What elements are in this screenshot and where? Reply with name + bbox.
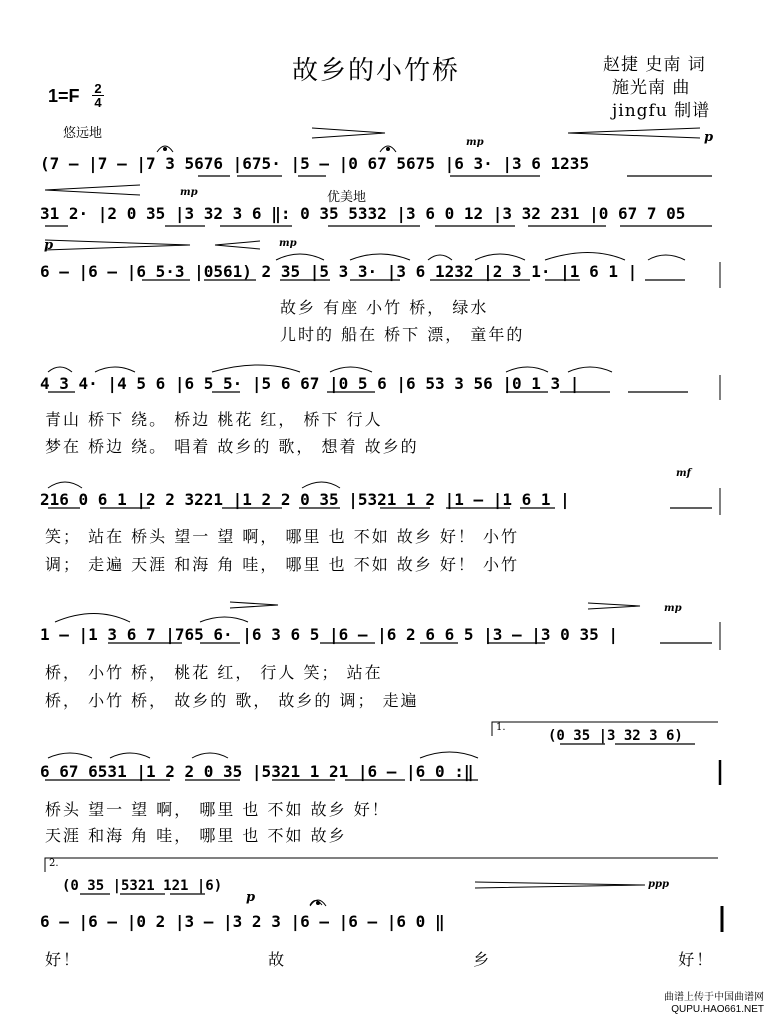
page-title: 故乡的小竹桥 <box>292 56 461 86</box>
lyric-line: 桥头 望一 望 啊， 哪里 也 不如 故乡 好！ <box>45 800 390 819</box>
volta-label: 2. <box>49 858 59 869</box>
hairpin <box>475 882 645 888</box>
volta-bracket-2 <box>45 858 718 872</box>
music-row: 31 2· |2 0 35 |3 32 3 6 ‖: 0 35 5332 |3 6 0 12 |3 32 231 |0 67 7 05 <box>40 204 686 223</box>
credit-composer: 施光南 曲 <box>612 78 691 98</box>
volta-music-row: (0 35 |3 32 3 6) <box>548 728 683 744</box>
dynamic-mark: mp <box>279 238 297 249</box>
volta-label: 1. <box>496 722 506 733</box>
dynamic-mark: ppp <box>648 879 669 890</box>
dynamic-mark: mf <box>676 468 691 479</box>
footer-line: 曲谱上传于中国曲谱网 <box>664 992 764 1003</box>
dynamic-mark: mp <box>180 187 198 198</box>
lyric-line: 调； 走遍 天涯 和海 角 哇， 哪里 也 不如 故乡 好！ 小竹 <box>45 555 519 574</box>
credit-transcriber: jingfu 制谱 <box>612 101 711 121</box>
music-row: 6 67 6531 |1 2 2 0 35 |5321 1 21 |6 – |6 0 :‖ <box>40 762 474 781</box>
time-denominator: 4 <box>92 95 104 109</box>
music-row: 1 – |1 3 6 7 |765 6· |6 3 6 5 |6 – |6 2 6 6 5 |3 – |3 0 35 | <box>40 625 618 644</box>
dynamic-mark: p <box>246 890 256 905</box>
hairpin <box>588 603 640 609</box>
time-signature <box>92 82 104 109</box>
key-signature: 1=F <box>48 86 80 106</box>
hairpin <box>312 128 385 138</box>
lyric-line: 笑； 站在 桥头 望一 望 啊， 哪里 也 不如 故乡 好！ 小竹 <box>45 527 519 546</box>
tempo-mark: 悠远地 <box>63 126 103 141</box>
music-row: 6 – |6 – |0 2 |3 – |3 2 3 |6 – |6 – |6 0 ‖ <box>40 912 445 931</box>
hairpin <box>45 185 140 195</box>
music-row: 4 3 4· |4 5 6 |6 5 5· |5 6 67 |0 5 6 |6 53 3 56 |0 1 3 | <box>40 374 580 393</box>
footer <box>664 992 764 1016</box>
lyric-line: 好！ 故 乡 好！ <box>45 950 715 969</box>
hairpin <box>568 128 700 138</box>
hairpin <box>215 241 260 249</box>
lyric-line: 青山 桥下 绕。 桥边 桃花 红， 桥下 行人 <box>45 410 383 429</box>
footer-line: QUPU.HAO661.NET <box>671 1004 764 1015</box>
volta-music-row: (0 35 |5321 121 |6) <box>62 878 223 894</box>
lyric-line: 故乡 有座 小竹 桥， 绿水 <box>280 298 489 317</box>
lyric-line: 桥， 小竹 桥， 故乡的 歌， 故乡的 调； 走遍 <box>45 691 419 710</box>
dynamic-mark: p <box>704 130 714 145</box>
dynamic-mark: p <box>44 238 54 253</box>
credit-lyricist: 赵捷 史南 词 <box>603 55 706 75</box>
lyric-line: 桥， 小竹 桥， 桃花 红， 行人 笑； 站在 <box>45 663 383 682</box>
music-row: 6 – |6 – |6 5·3 |0561) 2 35 |5 3 3· |3 6 1232 |2 3 1· |1 6 1 | <box>40 262 638 281</box>
hairpin <box>230 602 278 608</box>
lyric-line: 梦在 桥边 绕。 唱着 故乡的 歌， 想着 故乡的 <box>45 437 419 456</box>
lyric-line: 儿时的 船在 桥下 漂， 童年的 <box>280 325 525 344</box>
lyric-line: 天涯 和海 角 哇， 哪里 也 不如 故乡 <box>45 826 347 845</box>
dynamic-mark: mp <box>466 137 484 148</box>
tempo-mark: 优美地 <box>327 190 367 205</box>
hairpin <box>45 240 190 250</box>
time-numerator: 2 <box>94 81 102 96</box>
music-row: (7 – |7 – |7 3 5676 |675· |5 – |0 67 5675 |6 3· |3 6 1235 <box>40 154 590 173</box>
music-row: 216 0 6 1 |2 2 3221 |1 2 2 0 35 |5321 1 2 |1 – |1 6 1 | <box>40 490 570 509</box>
dynamic-mark: mp <box>664 603 682 614</box>
